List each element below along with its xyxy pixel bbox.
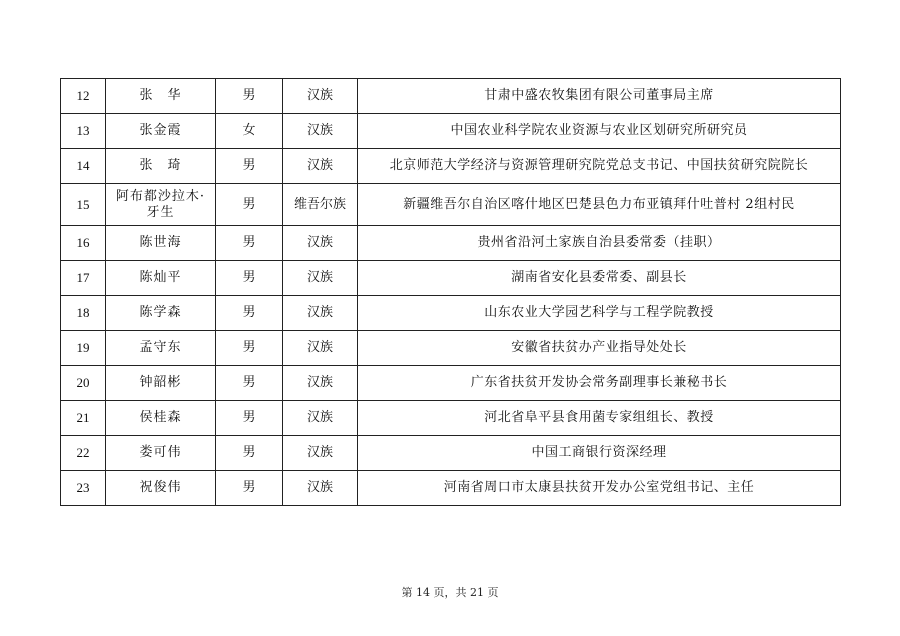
table-row	[61, 149, 841, 184]
row-number: 21	[61, 401, 106, 436]
person-organization: 北京师范大学经济与资源管理研究院党总支书记、中国扶贫研究院院长	[358, 149, 841, 184]
person-organization: 安徽省扶贫办产业指导处处长	[358, 331, 841, 366]
person-gender: 女	[216, 114, 283, 149]
person-ethnicity: 汉族	[283, 331, 358, 366]
person-gender: 男	[216, 149, 283, 184]
person-ethnicity: 汉族	[283, 296, 358, 331]
person-organization: 甘肃中盛农牧集团有限公司董事局主席	[358, 79, 841, 114]
person-gender: 男	[216, 296, 283, 331]
person-organization: 中国农业科学院农业资源与农业区划研究所研究员	[358, 114, 841, 149]
table-row	[61, 436, 841, 471]
person-organization: 新疆维吾尔自治区喀什地区巴楚县色力布亚镇拜什吐普村 2组村民	[358, 184, 841, 226]
person-ethnicity: 汉族	[283, 261, 358, 296]
person-name: 侯桂森	[106, 401, 216, 436]
table-row	[61, 366, 841, 401]
person-name: 祝俊伟	[106, 471, 216, 506]
table-row	[61, 261, 841, 296]
table-row	[61, 471, 841, 506]
person-organization: 贵州省沿河土家族自治县委常委（挂职）	[358, 226, 841, 261]
person-organization: 湖南省安化县委常委、副县长	[358, 261, 841, 296]
table-row	[61, 114, 841, 149]
person-organization: 河北省阜平县食用菌专家组组长、教授	[358, 401, 841, 436]
person-name: 陈世海	[106, 226, 216, 261]
person-organization: 中国工商银行资深经理	[358, 436, 841, 471]
table-row	[61, 184, 841, 226]
row-number: 15	[61, 184, 106, 226]
person-ethnicity: 汉族	[283, 436, 358, 471]
row-number: 12	[61, 79, 106, 114]
person-ethnicity: 汉族	[283, 471, 358, 506]
person-ethnicity: 汉族	[283, 79, 358, 114]
person-name: 娄可伟	[106, 436, 216, 471]
person-name: 张金霞	[106, 114, 216, 149]
person-organization: 广东省扶贫开发协会常务副理事长兼秘书长	[358, 366, 841, 401]
page-footer: 第 14 页，共 21 页	[401, 586, 499, 599]
row-number: 13	[61, 114, 106, 149]
person-ethnicity: 汉族	[283, 366, 358, 401]
person-name: 阿布都沙拉木·牙生	[106, 184, 216, 226]
row-number: 22	[61, 436, 106, 471]
row-number: 17	[61, 261, 106, 296]
row-number: 19	[61, 331, 106, 366]
person-gender: 男	[216, 79, 283, 114]
person-gender: 男	[216, 331, 283, 366]
person-gender: 男	[216, 226, 283, 261]
person-gender: 男	[216, 436, 283, 471]
person-name: 陈灿平	[106, 261, 216, 296]
person-ethnicity: 汉族	[283, 401, 358, 436]
person-ethnicity: 维吾尔族	[283, 184, 358, 226]
person-ethnicity: 汉族	[283, 226, 358, 261]
person-gender: 男	[216, 471, 283, 506]
person-gender: 男	[216, 401, 283, 436]
person-name: 张 华	[106, 79, 216, 114]
person-ethnicity: 汉族	[283, 114, 358, 149]
person-gender: 男	[216, 184, 283, 226]
row-number: 20	[61, 366, 106, 401]
roster-table-body	[61, 79, 841, 506]
person-gender: 男	[216, 366, 283, 401]
row-number: 14	[61, 149, 106, 184]
person-ethnicity: 汉族	[283, 149, 358, 184]
person-name: 张 琦	[106, 149, 216, 184]
person-name: 陈学森	[106, 296, 216, 331]
row-number: 18	[61, 296, 106, 331]
roster-table	[60, 78, 841, 506]
person-organization: 山东农业大学园艺科学与工程学院教授	[358, 296, 841, 331]
row-number: 23	[61, 471, 106, 506]
table-row	[61, 331, 841, 366]
person-name: 孟守东	[106, 331, 216, 366]
person-name: 钟韶彬	[106, 366, 216, 401]
table-row	[61, 226, 841, 261]
table-row	[61, 296, 841, 331]
table-row	[61, 79, 841, 114]
person-gender: 男	[216, 261, 283, 296]
table-row	[61, 401, 841, 436]
person-organization: 河南省周口市太康县扶贫开发办公室党组书记、主任	[358, 471, 841, 506]
row-number: 16	[61, 226, 106, 261]
